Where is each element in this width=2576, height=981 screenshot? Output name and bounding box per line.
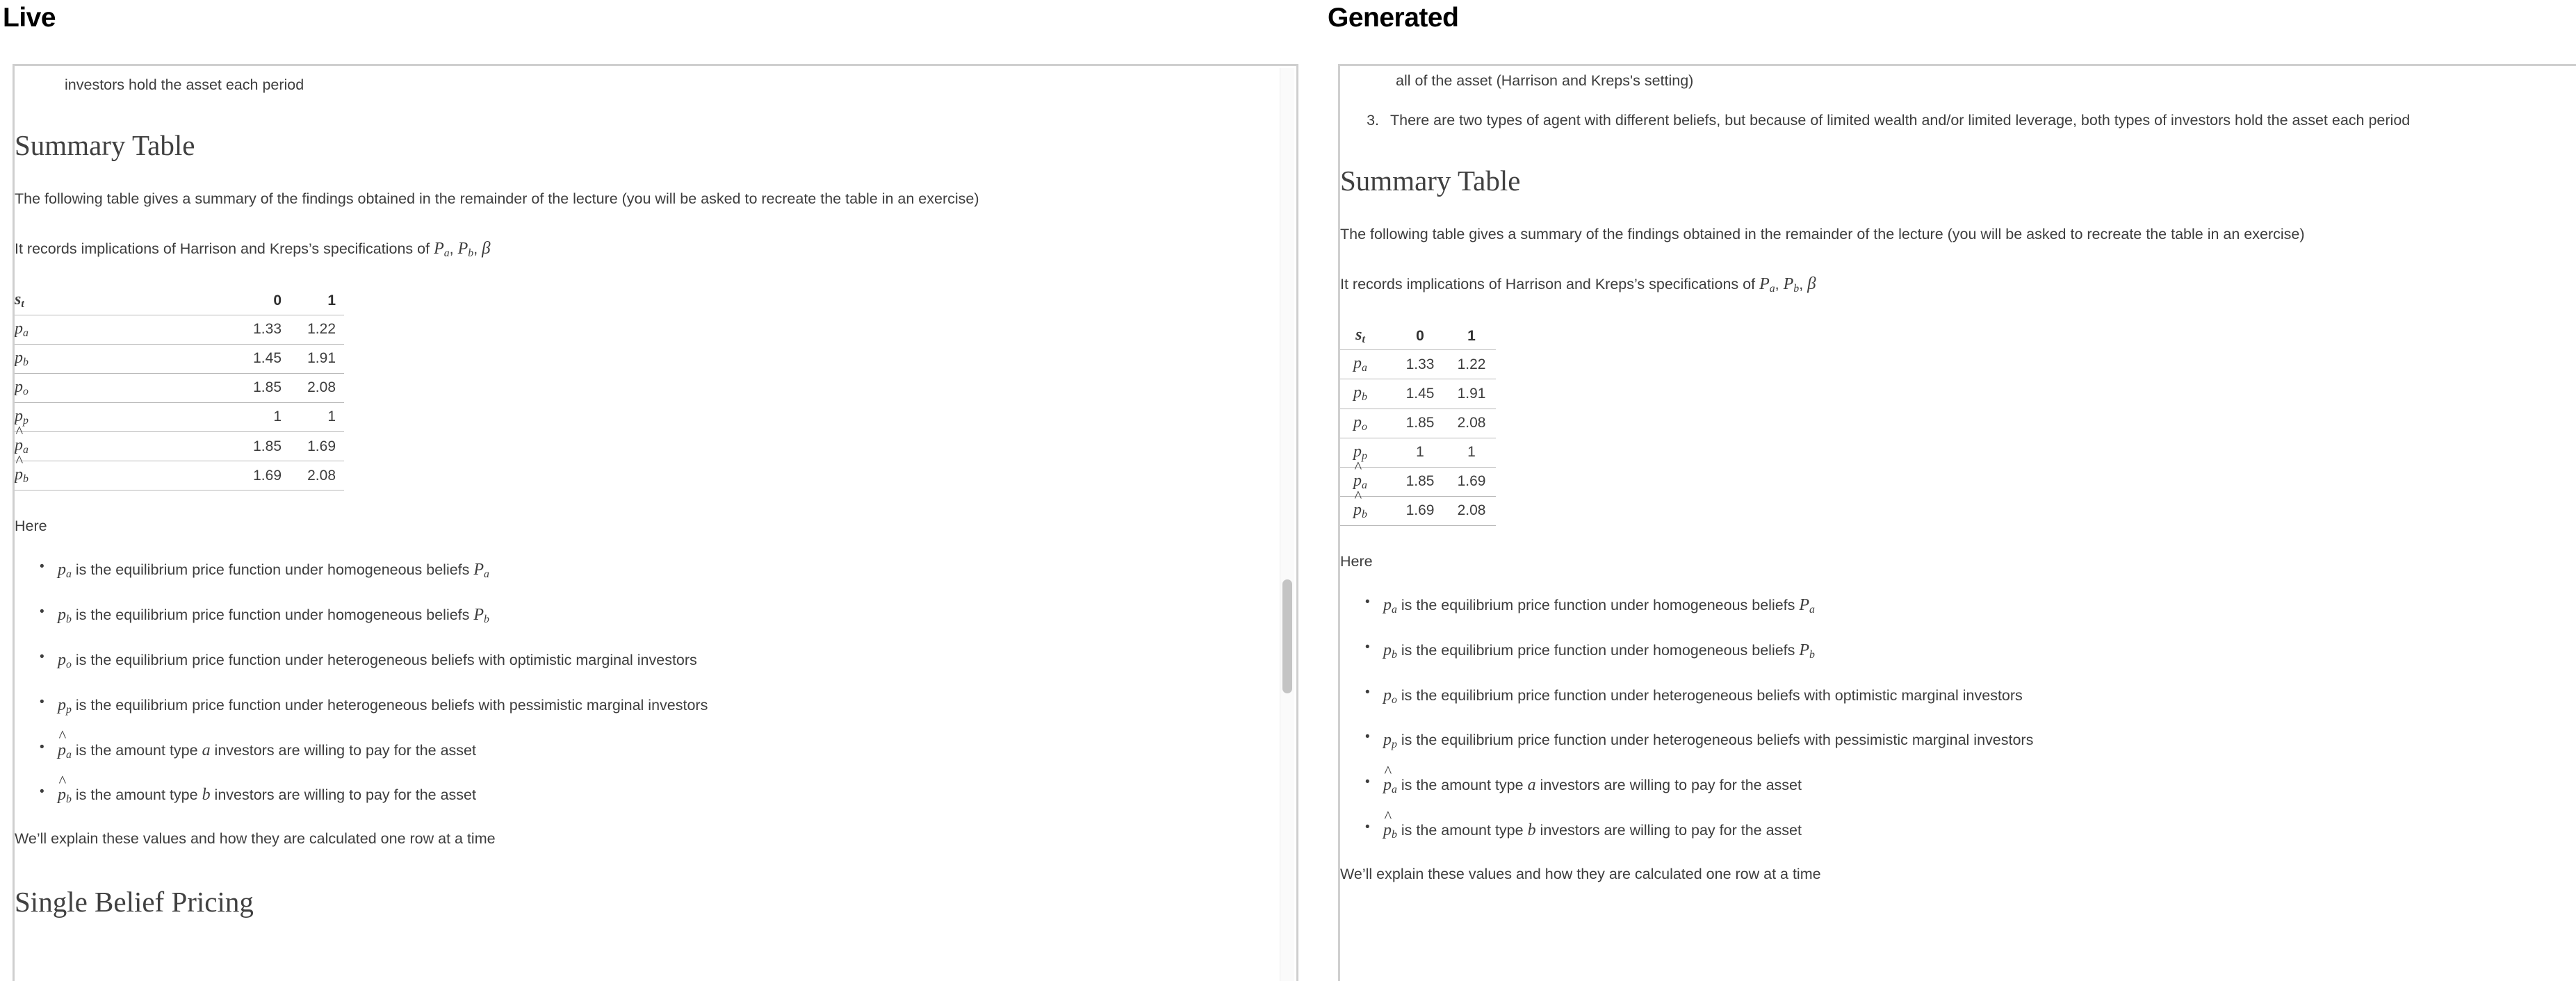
records-paragraph bbox=[15, 235, 1266, 263]
vertical-scrollbar[interactable] bbox=[1280, 68, 1294, 981]
table-row-label: $p_a$ bbox=[15, 315, 236, 344]
table-row-label: $p_a$ bbox=[1340, 350, 1393, 379]
table-row bbox=[1340, 350, 1496, 379]
math-P-b: $P_b$ bbox=[457, 239, 474, 260]
generated-panel-label: Generated bbox=[1328, 3, 1459, 33]
table-row bbox=[15, 315, 344, 344]
clipped-top-line: investors hold the asset each period bbox=[65, 76, 304, 93]
table-cell: 1.85 bbox=[236, 431, 290, 461]
table-row-label: $p_b$ bbox=[1340, 379, 1393, 409]
math-b: b bbox=[1527, 821, 1536, 840]
list-item-text: is the equilibrium price function under heterogeneous beliefs with optimistic marginal investors bbox=[71, 651, 697, 668]
table-row bbox=[15, 461, 344, 490]
table-cell: 1.45 bbox=[236, 344, 290, 373]
table-header-row bbox=[15, 286, 344, 315]
list-item bbox=[58, 692, 1266, 719]
list-item bbox=[58, 782, 1266, 809]
table-row-label: $p_b$ bbox=[15, 344, 236, 373]
summary-table-heading: Summary Table bbox=[15, 129, 195, 161]
list-item-text: is the equilibrium price function under homogeneous beliefs bbox=[71, 561, 474, 578]
table-col-header-1: 1 bbox=[327, 292, 336, 308]
list-item-text: is the amount type bbox=[1396, 777, 1528, 794]
table-col-header-0: 0 bbox=[273, 292, 282, 308]
table-col-header-st: $s_t$ bbox=[1355, 326, 1365, 346]
list-item bbox=[1383, 592, 2563, 619]
math-a: a bbox=[202, 741, 211, 759]
numbered-list bbox=[1340, 108, 2558, 133]
math-p-a: $p_a$ bbox=[1383, 595, 1397, 616]
live-document bbox=[15, 64, 1266, 920]
math-p-hat-b: p $\^{}_b$ bbox=[1383, 821, 1397, 839]
records-paragraph-text: It records implications of Harrison and Kreps’s specifications of bbox=[1340, 275, 1760, 292]
scrollbar-thumb[interactable] bbox=[1282, 579, 1292, 693]
math-P-b: $P_b$ bbox=[1783, 274, 1800, 295]
next-section-heading: Single Belief Pricing bbox=[15, 886, 254, 918]
table-cell: 1.85 bbox=[1393, 467, 1444, 496]
list-item-text-after: investors are willing to pay for the asset bbox=[210, 741, 476, 759]
table-cell: 2.08 bbox=[1444, 409, 1496, 438]
list-item-text-after: investors are willing to pay for the asset bbox=[1535, 822, 1802, 839]
list-item: 3. There are two types of agent with different beliefs, but because of limited wealth and/or limited leverage, both types of investors hold the asset each period bbox=[1383, 108, 2558, 133]
summary-table bbox=[1340, 322, 1496, 526]
math-a: a bbox=[1527, 776, 1536, 795]
table-cell: 1.22 bbox=[1444, 350, 1496, 379]
table-body bbox=[1340, 350, 1496, 526]
table-cell: 1.91 bbox=[1444, 379, 1496, 409]
table-cell: 1.85 bbox=[1393, 409, 1444, 438]
table-cell: 1.45 bbox=[1393, 379, 1444, 409]
generated-document bbox=[1340, 64, 2563, 887]
math-p-b: $p_b$ bbox=[1383, 641, 1397, 661]
table-row-label: $p_o$ bbox=[15, 373, 236, 402]
live-panel-label: Live bbox=[3, 3, 56, 33]
generated-preview-panel[interactable] bbox=[1338, 64, 2576, 981]
math-P-b: $P_b$ bbox=[1799, 641, 1815, 661]
list-item bbox=[1383, 682, 2563, 709]
table-cell: 1.69 bbox=[1444, 467, 1496, 496]
table-row bbox=[1340, 438, 1496, 467]
table-cell: 2.08 bbox=[290, 461, 344, 490]
list-item-text: is the equilibrium price function under heterogeneous beliefs with pessimistic marginal investors bbox=[71, 696, 708, 714]
table-row bbox=[15, 373, 344, 402]
list-item bbox=[58, 647, 1266, 674]
list-item-text-after: investors are willing to pay for the asset bbox=[1535, 777, 1802, 794]
list-item-text: is the amount type bbox=[71, 741, 202, 759]
list-item bbox=[58, 557, 1266, 584]
math-b: b bbox=[202, 786, 211, 805]
table-cell: 1 bbox=[236, 402, 290, 431]
table-col-header-1: 1 bbox=[1467, 327, 1476, 344]
summary-table-heading: Summary Table bbox=[1340, 164, 1521, 197]
math-p-hat-a: p $\^{}_a$ bbox=[58, 741, 72, 759]
comma-2: , bbox=[473, 240, 482, 257]
list-item-text-after: investors are willing to pay for the asset bbox=[210, 786, 476, 804]
list-item-text: is the equilibrium price function under homogeneous beliefs bbox=[71, 606, 474, 623]
table-row bbox=[15, 402, 344, 431]
table-row-label: p $\^{}_b$ bbox=[1340, 496, 1393, 525]
closing-paragraph: We’ll explain these values and how they are calculated one row at a time bbox=[15, 830, 496, 848]
table-row bbox=[15, 344, 344, 373]
list-item bbox=[1383, 727, 2563, 754]
comma-1: , bbox=[1775, 275, 1784, 292]
table-header-row bbox=[1340, 322, 1496, 350]
records-paragraph bbox=[1340, 270, 2563, 299]
table-row-label: $p_o$ bbox=[1340, 409, 1393, 438]
table-row bbox=[1340, 467, 1496, 496]
table-cell: 1.69 bbox=[1393, 496, 1444, 525]
closing-paragraph: We’ll explain these values and how they are calculated one row at a time bbox=[1340, 866, 1821, 883]
table-row-label: p $\^{}_a$ bbox=[15, 431, 236, 461]
math-p-b: $p_b$ bbox=[58, 605, 72, 625]
table-row bbox=[15, 431, 344, 461]
list-item bbox=[58, 737, 1266, 764]
intro-paragraph: The following table gives a summary of the findings obtained in the remainder of the lecture (you will be asked to recreate the table in an exercise) bbox=[1340, 225, 2305, 242]
legend-list bbox=[1340, 592, 2563, 844]
here-label: Here bbox=[15, 518, 47, 535]
math-p-p: $p_p$ bbox=[58, 695, 72, 716]
math-p-o: $p_o$ bbox=[1383, 686, 1397, 706]
table-cell: 1.33 bbox=[1393, 350, 1444, 379]
table-row-label: $p_p$ bbox=[15, 402, 236, 431]
list-item-text: is the equilibrium price function under heterogeneous beliefs with optimistic marginal investors bbox=[1396, 686, 2023, 704]
clipped-top-line: all of the asset (Harrison and Kreps's setting) bbox=[1396, 72, 1694, 89]
table-row-label: p $\^{}_a$ bbox=[1340, 467, 1393, 496]
list-item bbox=[1383, 772, 2563, 799]
table-col-header-0: 0 bbox=[1416, 327, 1424, 344]
intro-paragraph: The following table gives a summary of the findings obtained in the remainder of the lecture (you will be asked to recreate the table in an exercise) bbox=[15, 190, 979, 208]
math-p-o: $p_o$ bbox=[58, 650, 72, 670]
list-item-text: is the equilibrium price function under homogeneous beliefs bbox=[1396, 641, 1800, 659]
comma-2: , bbox=[1799, 275, 1808, 292]
math-p-hat-b: p $\^{}_b$ bbox=[58, 786, 72, 804]
table-cell: 1.69 bbox=[290, 431, 344, 461]
list-item-text: is the equilibrium price function under heterogeneous beliefs with pessimistic marginal investors bbox=[1396, 732, 2034, 749]
live-preview-panel[interactable] bbox=[13, 64, 1298, 981]
list-item bbox=[1383, 637, 2563, 664]
table-cell: 1.69 bbox=[236, 461, 290, 490]
math-P-a: $P_a$ bbox=[1759, 274, 1775, 295]
table-cell: 1 bbox=[290, 402, 344, 431]
math-beta: β bbox=[1807, 274, 1816, 293]
math-p-p: $p_p$ bbox=[1383, 731, 1397, 751]
list-item-text: is the amount type bbox=[71, 786, 202, 804]
table-cell: 2.08 bbox=[290, 373, 344, 402]
math-P-a: $P_a$ bbox=[473, 561, 489, 581]
math-P-b: $P_b$ bbox=[473, 605, 489, 625]
table-cell: 1.91 bbox=[290, 344, 344, 373]
table-cell: 1 bbox=[1393, 438, 1444, 467]
list-item bbox=[58, 602, 1266, 629]
records-paragraph-text: It records implications of Harrison and Kreps’s specifications of bbox=[15, 240, 434, 257]
list-item bbox=[1383, 817, 2563, 844]
math-p-a: $p_a$ bbox=[58, 561, 72, 581]
math-p-hat-a: p $\^{}_a$ bbox=[1383, 776, 1397, 794]
comma-1: , bbox=[449, 240, 458, 257]
table-row bbox=[1340, 409, 1496, 438]
table-row bbox=[1340, 379, 1496, 409]
math-beta: β bbox=[482, 238, 491, 258]
math-P-a: $P_a$ bbox=[1799, 595, 1815, 616]
table-cell: 1.85 bbox=[236, 373, 290, 402]
list-item-text: is the equilibrium price function under homogeneous beliefs bbox=[1396, 596, 1800, 613]
list-item-text: is the amount type bbox=[1396, 822, 1528, 839]
table-cell: 2.08 bbox=[1444, 496, 1496, 525]
here-label: Here bbox=[1340, 553, 1373, 570]
legend-list bbox=[15, 557, 1266, 809]
table-row-label: $p_p$ bbox=[1340, 438, 1393, 467]
math-P-a: $P_a$ bbox=[434, 239, 450, 260]
table-cell: 1.22 bbox=[290, 315, 344, 344]
table-body bbox=[15, 315, 344, 490]
table-row-label: p $\^{}_b$ bbox=[15, 461, 236, 490]
table-cell: 1.33 bbox=[236, 315, 290, 344]
table-cell: 1 bbox=[1444, 438, 1496, 467]
table-row bbox=[1340, 496, 1496, 525]
table-col-header-st: $s_t$ bbox=[15, 290, 24, 311]
summary-table bbox=[15, 286, 344, 490]
